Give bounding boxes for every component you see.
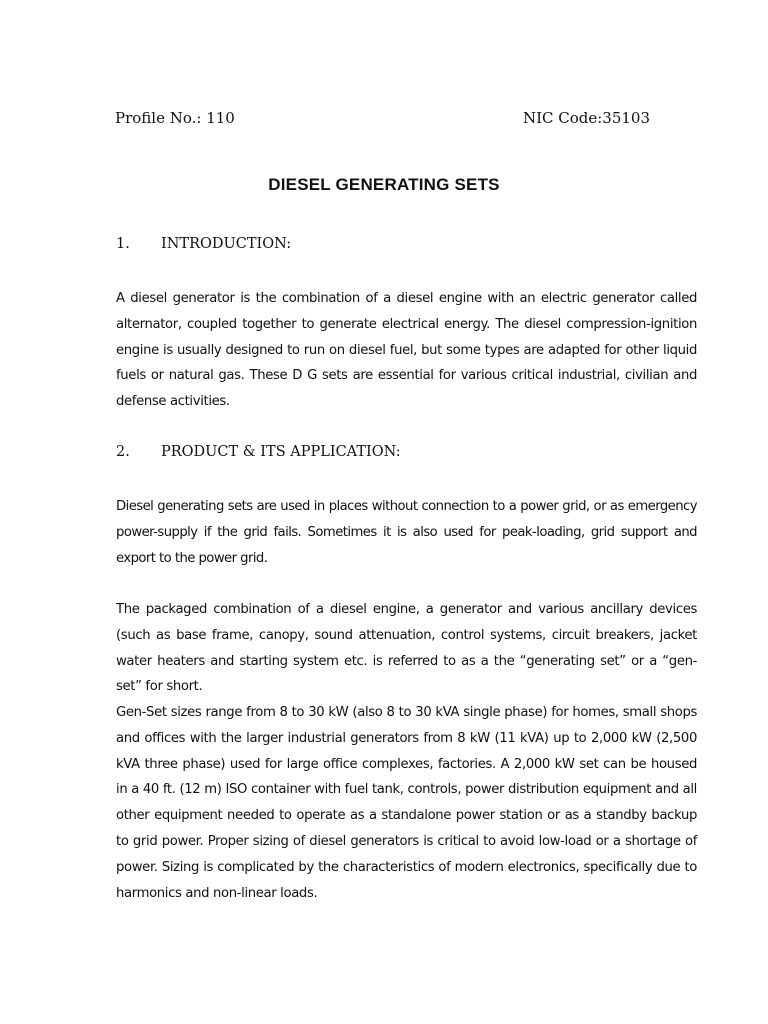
profile-number: Profile No.: 110 bbox=[115, 109, 235, 127]
section-number: 1. bbox=[116, 236, 130, 252]
section-title: INTRODUCTION: bbox=[161, 236, 292, 252]
document-header bbox=[115, 109, 650, 131]
paragraph-genset-sizes: Gen-Set sizes range from 8 to 30 kW (also 8 to 30 kVA single phase) for homes, small shops and offices with the larger industrial generators from 8 kW (11 kVA) up to 2,000 kW (2,500 kVA three phase) used for large office complexes, factories. A 2,000 kW set can be housed in a 40 ft. (12 m) ISO container with fuel tank, controls, power distribution equipment and all other equipment needed to operate as a standalone power station or as a standby backup to grid power. Proper sizing of diesel generators is critical to avoid low-load or a shortage of power. Sizing is complicated by the characteristics of modern electronics, specifically due to harmonics and non-linear loads. bbox=[116, 705, 697, 901]
paragraph-packaged-combination: The packaged combination of a diesel engine, a generator and various ancillary devices (such as base frame, canopy, sound attenuation, control systems, circuit breakers, jacket water heaters and starting system etc. is referred to as a the “generating set” or a “gen-set” for short. bbox=[116, 602, 697, 695]
document-title: DIESEL GENERATING SETS bbox=[268, 175, 500, 194]
nic-code: NIC Code:35103 bbox=[522, 109, 650, 127]
paragraph-introduction: A diesel generator is the combination of a diesel engine with an electric generator called alternator, coupled together to generate electrical energy. The diesel compression-ignition engine is usually designed to run on diesel fuel, but some types are adapted for other liquid fuels or natural gas. These D G sets are essential for various critical industrial, civilian and defense activities. bbox=[116, 291, 697, 410]
section-heading-product-application bbox=[116, 444, 401, 460]
section-title: PRODUCT & ITS APPLICATION: bbox=[161, 444, 401, 460]
paragraph-usage: Diesel generating sets are used in places without connection to a power grid, or as emergency power-supply if the grid fails. Sometimes it is also used for peak-loading, grid support and export to the power grid. bbox=[116, 499, 697, 566]
section-heading-introduction bbox=[116, 236, 291, 252]
section-number: 2. bbox=[116, 444, 130, 460]
